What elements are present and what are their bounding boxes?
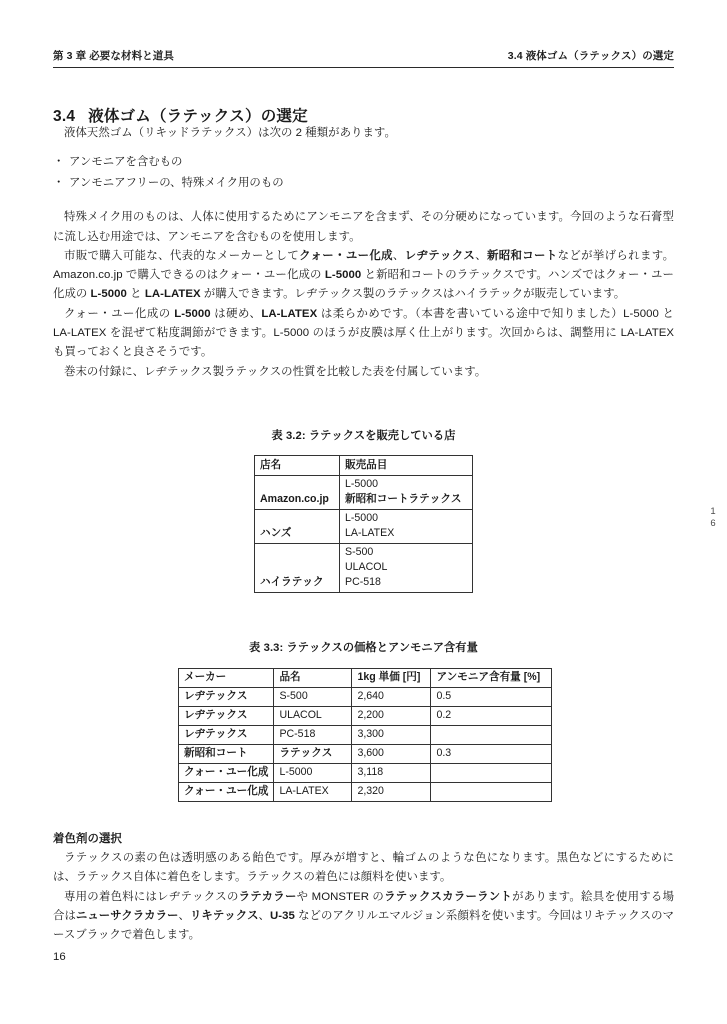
table-row [179, 726, 552, 745]
margin-digit-2: 6 [710, 518, 716, 529]
item-line: LA-LATEX [345, 527, 395, 540]
plain-text: 、 [258, 909, 270, 922]
plain-text: は柔らかめです。（本書を書いている途中で知りました）L-5000 と LA-LATEX を混ぜて粘度調節ができます。L-5000 のほうが皮膜は厚く仕上がります。次回からは、調整用に LA-LATEX も買っておくと良さそうです。 [53, 307, 674, 359]
emphasis-text: L-5000 [174, 307, 211, 320]
latex-type-list [53, 152, 674, 193]
plain-text: 、 [475, 249, 487, 262]
margin-page-mark [706, 506, 720, 530]
cell-maker: レヂテックス [179, 688, 274, 707]
plain-text: や MONSTER の [296, 890, 385, 903]
list-item: ・ アンモニアを含むもの [53, 152, 674, 173]
plain-text: などが挙げられます。Amazon.co.jp で購入できるのはクォー・ユー化成の [53, 249, 675, 282]
cell-ammonia-content: 0.5 [431, 688, 552, 707]
table-32-body [255, 476, 473, 593]
cell-product-name: ULACOL [274, 707, 352, 726]
cell-maker: クォー・ユー化成 [179, 764, 274, 783]
emphasis-text: 新昭和コート [486, 249, 558, 262]
cell-ammonia-content [431, 783, 552, 802]
cell-ammonia-content: 0.3 [431, 745, 552, 764]
cell-product-name: PC-518 [274, 726, 352, 745]
cell-ammonia-content [431, 726, 552, 745]
cell-unit-price: 3,118 [352, 764, 431, 783]
item-line: L-5000 [345, 511, 378, 524]
spacer [53, 193, 674, 208]
paragraph-colorant-products [53, 888, 674, 946]
cell-ammonia-content: 0.2 [431, 707, 552, 726]
emphasis-text: LA-LATEX [261, 307, 318, 320]
cell-unit-price: 2,320 [352, 783, 431, 802]
running-head-right: 3.4 液体ゴム（ラテックス）の選定 [507, 50, 674, 62]
emphasis-text: レヂテックス [404, 249, 476, 262]
table-row [179, 707, 552, 726]
item-line: L-5000 [345, 478, 378, 490]
running-head-left: 第 3 章 必要な材料と道具 [53, 50, 174, 62]
column-header-maker: メーカー [179, 669, 274, 688]
item-line: 新昭和コートラテックス [345, 493, 462, 506]
table-row [179, 764, 552, 783]
cell-ammonia-content [431, 764, 552, 783]
cell-product-name: ラテックス [274, 745, 352, 764]
column-header-items: 販売品目 [340, 456, 473, 476]
column-header-store: 店名 [255, 456, 340, 476]
paragraph-hardness [53, 305, 674, 363]
plain-text: 市販で購入可能な、代表的なメーカーとして [64, 249, 300, 262]
cell-unit-price: 3,300 [352, 726, 431, 745]
plain-text: が購入できます。レヂテックス製のラテックスはハイラテックが販売しています。 [200, 288, 626, 301]
list-item: ・ アンモニアフリーの、特殊メイク用のもの [53, 173, 674, 194]
paragraph-manufacturers [53, 247, 674, 305]
table-row [179, 669, 552, 688]
cell-maker: レヂテックス [179, 707, 274, 726]
emphasis-text: ラテカラー [238, 890, 297, 903]
cell-maker: 新昭和コート [179, 745, 274, 764]
cell-items [340, 476, 473, 510]
cell-store-name: Amazon.co.jp [255, 476, 340, 510]
cell-store-name: ハイラテック [255, 543, 340, 592]
section-title-text: 液体ゴム（ラテックス）の選定 [88, 107, 308, 125]
cell-unit-price: 2,640 [352, 688, 431, 707]
plain-text: と [126, 288, 145, 301]
plain-text: と新昭和コートのラテックスです。ハンズではクォー・ユー化成の [53, 269, 674, 301]
cell-maker: クォー・ユー化成 [179, 783, 274, 802]
emphasis-text: LA-LATEX [144, 288, 201, 301]
emphasis-text: リキテックス [189, 909, 259, 922]
paragraph-special-makeup: 特殊メイク用のものは、人体に使用するためにアンモニアを含まず、その分硬めになっています。今回のような石膏型に流し込む用途では、アンモニアを含むものを使用します。 [53, 211, 674, 243]
plain-text: などのアクリルエマルジョン系顔料を使います。今回はリキテックスのマースブラックで着色します。 [53, 909, 674, 942]
item-line: ULACOL [345, 561, 388, 574]
table-row [179, 783, 552, 802]
table-33-body [179, 688, 552, 802]
body-text-upper [53, 124, 674, 382]
plain-text: があります。絵具を使用する場合は [53, 890, 675, 922]
paragraph-colorant-base: ラテックスの素の色は透明感のある飴色です。厚みが増すと、輪ゴムのような色になります。黒色などにするためには、ラテックス自体に着色をします。ラテックスの着色には顔料を使います。 [53, 852, 674, 884]
column-header-ammonia: アンモニア含有量 [%] [431, 669, 552, 688]
cell-unit-price: 2,200 [352, 707, 431, 726]
emphasis-text: クォー・ユー化成 [299, 249, 393, 262]
emphasis-text: U-35 [269, 909, 295, 922]
table-prices [178, 668, 552, 802]
emphasis-text: ラテックスカラーラント [384, 890, 513, 903]
table-32-caption: 表 3.2: ラテックスを販売している店 [271, 430, 456, 442]
emphasis-text: L-5000 [90, 288, 127, 301]
table-row [255, 509, 473, 543]
intro-paragraph: 液体天然ゴム（リキッドラテックス）は次の 2 種類があります。 [64, 127, 396, 139]
table-32-head [255, 456, 473, 476]
cell-store-name: ハンズ [255, 509, 340, 543]
running-head [53, 48, 674, 68]
subsection-heading: 着色剤の選択 [53, 833, 122, 845]
page-number: 16 [53, 951, 66, 963]
column-header-product: 品名 [274, 669, 352, 688]
column-header-price: 1kg 単価 [円] [352, 669, 431, 688]
plain-text: 専用の着色料にはレヂテックスの [64, 890, 239, 903]
table-stores [254, 455, 473, 593]
cell-product-name: S-500 [274, 688, 352, 707]
plain-text: 、 [178, 909, 190, 922]
section-number: 3.4 [53, 107, 76, 125]
emphasis-text: L-5000 [324, 269, 362, 282]
plain-text: クォー・ユー化成の [64, 307, 175, 320]
page-title [53, 104, 308, 126]
table-33-head [179, 669, 552, 688]
body-text-lower [53, 849, 674, 945]
cell-product-name: L-5000 [274, 764, 352, 783]
table-33-caption: 表 3.3: ラテックスの価格とアンモニア含有量 [249, 642, 478, 654]
plain-text: 、 [392, 249, 405, 262]
cell-items [340, 543, 473, 592]
plain-text: は硬め、 [210, 307, 262, 320]
cell-maker: レヂテックス [179, 726, 274, 745]
emphasis-text: ニューサクラカラー [75, 909, 179, 922]
table-row [255, 456, 473, 476]
paragraph-appendix: 巻末の付録に、レヂテックス製ラテックスの性質を比較した表を付属しています。 [64, 365, 487, 378]
cell-unit-price: 3,600 [352, 745, 431, 764]
cell-items [340, 509, 473, 543]
table-row [255, 543, 473, 592]
table-row [179, 745, 552, 764]
item-line: PC-518 [345, 576, 381, 589]
table-row [255, 476, 473, 510]
cell-product-name: LA-LATEX [274, 783, 352, 802]
margin-digit-1: 1 [710, 506, 716, 517]
item-line: S-500 [345, 545, 374, 558]
table-row [179, 688, 552, 707]
